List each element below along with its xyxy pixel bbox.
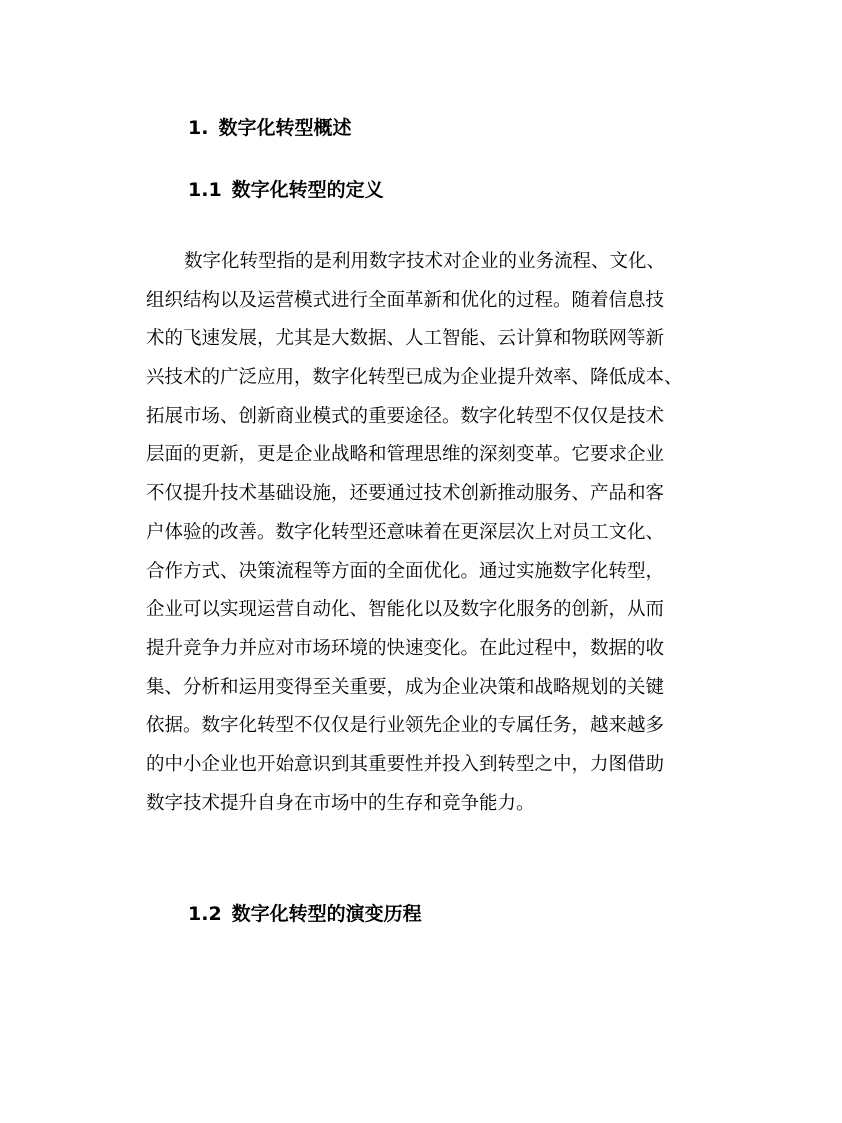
paragraph-line: 不仅提升技术基础设施，还要通过技术创新推动服务、产品和客: [146, 483, 665, 505]
section-number: 1.: [188, 117, 209, 139]
paragraph-line: 兴技术的广泛应用，数字化转型已成为企业提升效率、降低成本、: [146, 367, 683, 389]
paragraph-line: 层面的更新，更是企业战略和管理思维的深刻变革。它要求企业: [146, 444, 665, 466]
section-title: 数字化转型概述: [218, 117, 352, 139]
subsection-title: 数字化转型的演变历程: [231, 903, 422, 925]
subsection-number: 1.2: [188, 903, 222, 925]
paragraph-line: 合作方式、决策流程等方面的全面优化。通过实施数字化转型，: [146, 560, 665, 582]
paragraph-line: 集、分析和运用变得至关重要，成为企业决策和战略规划的关键: [146, 676, 665, 698]
subsection-heading-1-2: [188, 899, 422, 929]
paragraph-line: 术的飞速发展，尤其是大数据、人工智能、云计算和物联网等新: [146, 328, 665, 350]
subsection-heading-1-1: [188, 175, 384, 205]
paragraph-line: 提升竞争力并应对市场环境的快速变化。在此过程中，数据的收: [146, 637, 665, 659]
section-heading-1: [188, 113, 351, 143]
paragraph-line: 的中小企业也开始意识到其重要性并投入到转型之中，力图借助: [146, 753, 665, 775]
subsection-number: 1.1: [188, 179, 222, 201]
body-paragraph: [146, 243, 706, 823]
paragraph-line: 组织结构以及运营模式进行全面革新和优化的过程。随着信息技: [146, 289, 665, 311]
paragraph-line: 企业可以实现运营自动化、智能化以及数字化服务的创新，从而: [146, 599, 665, 621]
paragraph-line: 依据。数字化转型不仅仅是行业领先企业的专属任务，越来越多: [146, 715, 665, 737]
subsection-title: 数字化转型的定义: [231, 179, 384, 201]
paragraph-line: 拓展市场、创新商业模式的重要途径。数字化转型不仅仅是技术: [146, 405, 665, 427]
paragraph-line: 户体验的改善。数字化转型还意味着在更深层次上对员工文化、: [146, 521, 665, 543]
paragraph-line: 数字技术提升自身在市场中的生存和竞争能力。: [146, 792, 535, 814]
paragraph-line: 数字化转型指的是利用数字技术对企业的业务流程、文化、: [184, 251, 666, 272]
